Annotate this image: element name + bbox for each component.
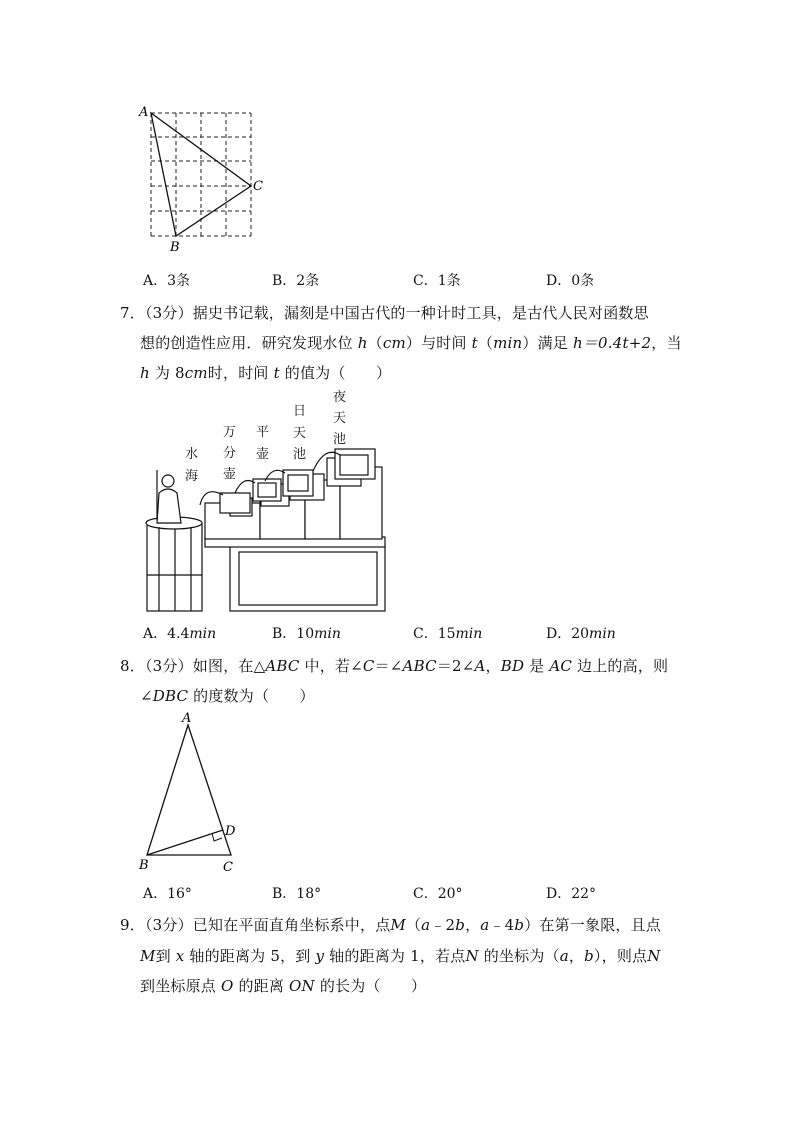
q8-stem-line-2: ∠DBC 的度数为（ ） (140, 687, 315, 705)
q6-label-a: A (139, 105, 149, 120)
q7-option-d: D．20min (546, 626, 616, 642)
q7-label-wanfenhu-2: 分 (223, 446, 237, 461)
q6-option-a: A．3条 (143, 273, 191, 289)
q6-option-c: C．1条 (413, 273, 461, 289)
q7-label-ritianchi-3: 池 (293, 447, 307, 462)
q7-label-pinghu-1: 平 (256, 425, 270, 440)
q8-option-d: D．22° (546, 886, 597, 902)
q8-stem-line-1: 8．（3分）如图，在△ABC 中，若∠C＝∠ABC＝2∠A，BD 是 AC 边上的高，则 (120, 657, 669, 675)
q7-label-ritianchi-2: 天 (293, 426, 307, 441)
q7-label-shuihai-2: 海 (185, 469, 199, 484)
q6-option-b: B．2条 (272, 273, 320, 289)
q8-option-a: A．16° (143, 886, 192, 902)
q9-stem-line-1: 9．（3分）已知在平面直角坐标系中，点M（a﹣2b，a﹣4b）在第一象限，且点 (120, 916, 662, 934)
q7-label-yetianchi-3: 池 (333, 432, 347, 447)
q8-triangle-figure (135, 710, 245, 875)
q7-stem-line-3: h 为 8cm时，时间 t 的值为（ ） (140, 364, 392, 382)
q7-option-b: B．10min (272, 626, 341, 642)
q8-altitude-bd (147, 830, 223, 855)
q7-label-yetianchi-2: 天 (333, 411, 347, 426)
q6-grid-figure (135, 100, 275, 255)
q7-clepsydra-figure (135, 385, 395, 615)
q7-option-c: C．15min (413, 626, 483, 642)
q6-label-b: B (170, 240, 180, 255)
q7-label-yetianchi-1: 夜 (333, 390, 347, 405)
q9-stem-line-3: 到坐标原点 O 的距离 ON 的长为（ ） (140, 977, 427, 995)
q7-label-wanfenhu-1: 万 (223, 425, 237, 440)
q8-label-c: C (223, 860, 233, 875)
q7-figure-labels (185, 389, 346, 484)
q7-stem-line-2: 想的创造性应用．研究发现水位 h（cm）与时间 t（min）满足 h＝0.4t+2，当 (140, 334, 682, 352)
q9-stem-line-2: M到 x 轴的距离为 5，到 y 轴的距离为 1，若点N 的坐标为（a，b），则点N (140, 947, 661, 965)
q8-label-a: A (182, 711, 192, 726)
q7-label-shuihai-1: 水 (185, 447, 199, 462)
q8-triangle-abc (147, 725, 231, 855)
q7-label-pinghu-2: 壶 (256, 447, 270, 462)
q7-clepsydra-drawing (146, 449, 385, 611)
q8-option-b: B．18° (272, 886, 322, 902)
q7-label-wanfenhu-3: 壶 (223, 467, 237, 482)
q6-option-d: D．0条 (546, 273, 595, 289)
q6-triangle (151, 113, 251, 236)
q8-option-c: C．20° (413, 886, 463, 902)
q7-stem-line-1: 7．（3分）据史书记载，漏刻是中国古代的一种计时工具，是古代人民对函数思 (120, 304, 649, 322)
q7-option-a: A．4.4min (143, 626, 217, 642)
q6-label-c: C (253, 179, 263, 194)
q8-label-d: D (225, 824, 236, 839)
q8-label-b: B (139, 858, 149, 873)
q7-label-ritianchi-1: 日 (293, 404, 307, 419)
q8-right-angle-mark (212, 833, 222, 841)
